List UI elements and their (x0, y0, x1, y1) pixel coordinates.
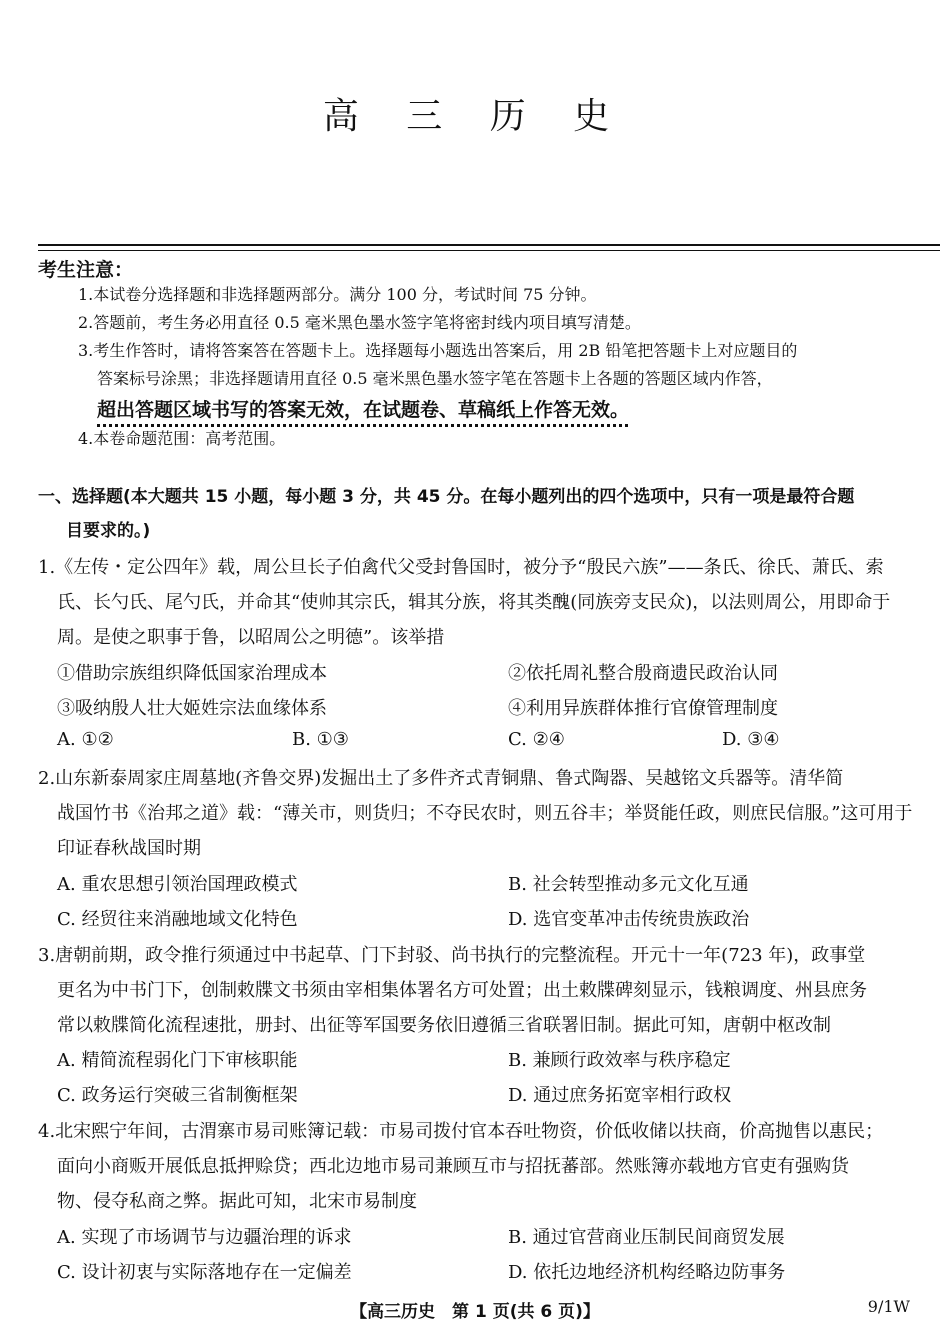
question-2-option-c: C. 经贸往来消融地域文化特色 (57, 909, 298, 930)
question-4-option-d: D. 依托边地经济机构经略边防事务 (508, 1262, 786, 1283)
question-1-item-3: ③吸纳殷人壮大姬姓宗法血缘体系 (57, 698, 327, 719)
page-title: 高 三 历 史 (322, 96, 628, 137)
question-4-option-a: A. 实现了市场调节与边疆治理的诉求 (57, 1227, 352, 1248)
divider-thick (38, 244, 940, 246)
question-3-line-2: 更名为中书门下，创制敕牒文书须由宰相集体署名方可处置；出土敕牒碑刻显示，钱粮调度、州县庶务 (57, 980, 867, 1001)
question-1-option-d: D. ③④ (722, 729, 780, 750)
page-code: 9/1W (867, 1297, 910, 1316)
question-4-line-3: 物、侵夺私商之弊。据此可知，北宋市易制度 (57, 1191, 417, 1212)
question-2-line-3: 印证春秋战国时期 (57, 838, 201, 859)
page-footer: 【高三历史 第 1 页(共 6 页)】 (350, 1302, 600, 1322)
section-heading: 一、选择题(本大题共 15 小题，每小题 3 分，共 45 分。在每小题列出的四个选项中，只有一项是最符合题 (38, 487, 855, 507)
notice-item-3: 3.考生作答时，请将答案答在答题卡上。选择题每小题选出答案后，用 2B 铅笔把答题卡上对应题目的 (78, 341, 798, 360)
notice-heading: 考生注意： (38, 259, 134, 281)
notice-item-4: 4.本卷命题范围：高考范围。 (78, 429, 286, 448)
question-1-option-b: B. ①③ (292, 729, 349, 750)
section-heading-cont: 目要求的。) (66, 521, 151, 541)
question-1-line-3: 周。是使之职事于鲁，以昭周公之明德”。该举措 (57, 627, 445, 648)
question-2-option-d: D. 选官变革冲击传统贵族政治 (508, 909, 750, 930)
divider-thin (38, 250, 940, 251)
notice-emphasis: 超出答题区域书写的答案无效，在试题卷、草稿纸上作答无效。 (97, 399, 630, 421)
question-2-line-1: 2.山东新泰周家庄周墓地(齐鲁交界)发掘出土了多件齐式青铜鼎、鲁式陶器、吴越铭文兵器等。清华简 (38, 768, 844, 789)
notice-item-1: 1.本试卷分选择题和非选择题两部分。满分 100 分，考试时间 75 分钟。 (78, 285, 597, 304)
notice-item-3-cont: 答案标号涂黑；非选择题请用直径 0.5 毫米黑色墨水签字笔在答题卡上各题的答题区域内作答， (97, 369, 773, 388)
question-3-line-3: 常以敕牒简化流程速批，册封、出征等军国要务依旧遵循三省联署旧制。据此可知，唐朝中枢改制 (57, 1015, 831, 1036)
question-3-option-d: D. 通过庶务拓宽宰相行政权 (508, 1085, 732, 1106)
question-1-option-c: C. ②④ (508, 729, 565, 750)
notice-item-2: 2.答题前，考生务必用直径 0.5 毫米黑色墨水签字笔将密封线内项目填写清楚。 (78, 313, 641, 332)
question-2-option-a: A. 重农思想引领治国理政模式 (57, 874, 298, 895)
question-1-item-1: ①借助宗族组织降低国家治理成本 (57, 663, 327, 684)
question-4-line-1: 4.北宋熙宁年间，古渭寨市易司账簿记载：市易司拨付官本吞吐物资，价低收储以扶商，价高抛售以惠民； (38, 1121, 884, 1142)
question-1-option-a: A. ①② (57, 729, 114, 750)
question-4-option-b: B. 通过官营商业压制民间商贸发展 (508, 1227, 785, 1248)
question-1-line-2: 氏、长勺氏、尾勺氏，并命其“使帅其宗氏，辑其分族，将其类醜(同族旁支民众)，以法则周公，用即命于 (57, 592, 891, 613)
question-4-option-c: C. 设计初衷与实际落地存在一定偏差 (57, 1262, 352, 1283)
question-3-option-c: C. 政务运行突破三省制衡框架 (57, 1085, 298, 1106)
question-1-line-1: 1.《左传・定公四年》载，周公旦长子伯禽代父受封鲁国时，被分予“殷民六族”——条氏、徐氏、萧氏、索 (38, 557, 884, 578)
question-2-line-2: 战国竹书《治邦之道》载：“薄关市，则货归；不夺民农时，则五谷丰；举贤能任政，则庶民信服。”这可用于 (57, 803, 913, 824)
question-1-item-2: ②依托周礼整合殷商遗民政治认同 (508, 663, 778, 684)
question-3-line-1: 3.唐朝前期，政令推行须通过中书起草、门下封驳、尚书执行的完整流程。开元十一年(723 年)，政事堂 (38, 945, 866, 966)
question-4-line-2: 面向小商贩开展低息抵押赊贷；西北边地市易司兼顾互市与招抚蕃部。然账簿亦载地方官吏有强购货 (57, 1156, 849, 1177)
question-1-item-4: ④利用异族群体推行官僚管理制度 (508, 698, 778, 719)
question-3-option-b: B. 兼顾行政效率与秩序稳定 (508, 1050, 731, 1071)
question-2-option-b: B. 社会转型推动多元文化互通 (508, 874, 749, 895)
question-3-option-a: A. 精简流程弱化门下审核职能 (57, 1050, 298, 1071)
